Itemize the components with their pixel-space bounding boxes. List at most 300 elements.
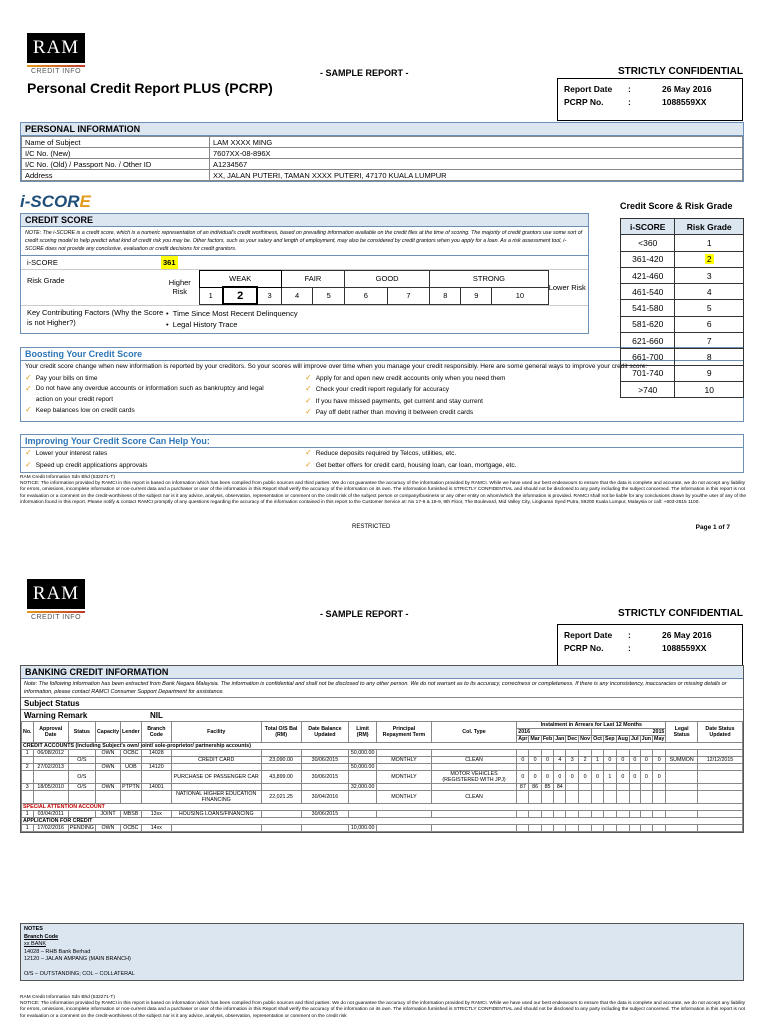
bank-heading: xx BANK <box>24 941 47 947</box>
column-header: Status <box>68 722 95 743</box>
table-cell <box>171 764 261 771</box>
table-cell: 0 <box>517 757 529 764</box>
iscore-value: 361 <box>163 258 176 267</box>
logo-subtitle: CREDIT INFO <box>30 614 82 621</box>
table-cell: PURCHASE OF PASSENGER CAR <box>171 771 261 784</box>
field-label: I/C No. (New) <box>22 148 210 159</box>
grade-cell: 9 <box>461 287 492 304</box>
grade-cell: 8 <box>430 287 461 304</box>
score-range: 581-620 <box>621 316 675 332</box>
table-cell <box>566 825 579 832</box>
table-cell <box>640 764 652 771</box>
table-cell: PTPTN <box>122 784 140 790</box>
table-row <box>22 791 743 804</box>
table-row <box>621 365 744 381</box>
table-cell: CLEAN <box>431 757 516 764</box>
table-cell <box>541 764 553 771</box>
table-cell: 0 <box>592 771 604 784</box>
table-cell <box>95 757 120 764</box>
report-page-2 <box>0 565 768 1024</box>
notes-section <box>20 923 744 981</box>
table-cell: OWN <box>95 825 120 832</box>
table-cell: 86 <box>529 784 541 791</box>
table-cell <box>121 757 142 764</box>
table-cell <box>377 764 432 771</box>
tip-item <box>305 448 516 460</box>
table-cell: 0 <box>554 771 566 784</box>
table-cell <box>697 784 742 791</box>
table-row <box>621 235 744 251</box>
field-label: Address <box>22 170 210 181</box>
section-row <box>22 804 743 811</box>
table-cell <box>579 784 592 791</box>
table-cell: 0 <box>541 771 553 784</box>
field-value: XX, JALAN PUTERI, TAMAN XXXX PUTERI, 47170 KUALA LUMPUR <box>210 170 743 181</box>
grade-cell: 6 <box>344 287 387 304</box>
table-cell: 1 <box>22 750 34 757</box>
table-cell <box>22 771 34 784</box>
field-label: Name of Subject <box>22 137 210 148</box>
table-row <box>22 784 743 791</box>
table-cell: 0 <box>616 757 629 764</box>
table-cell: 18/05/2010 <box>33 784 68 791</box>
check-icon: ✓ <box>25 405 32 414</box>
column-header: Approval Date <box>33 722 68 743</box>
table-cell <box>121 791 142 804</box>
table-row <box>621 316 744 332</box>
table-cell <box>517 764 529 771</box>
table-cell <box>349 757 377 764</box>
table-cell <box>554 811 566 818</box>
table-cell <box>121 771 142 784</box>
risk-grade: 1 <box>675 235 744 251</box>
check-icon: ✓ <box>305 459 312 469</box>
check-icon: ✓ <box>25 372 32 382</box>
factor-item: • Time Since Most Recent Delinquency <box>166 309 298 318</box>
table-row <box>621 267 744 283</box>
table-cell <box>616 811 629 818</box>
tip-text: Keep balances low on credit cards <box>35 407 135 414</box>
table-cell <box>653 811 666 818</box>
column-header: Principal Repayment Term <box>377 722 432 743</box>
page-title: Personal Credit Report PLUS (PCRP) <box>27 80 273 96</box>
report-date: 26 May 2016 <box>662 84 712 94</box>
table-row <box>22 771 743 784</box>
table-cell <box>554 825 566 832</box>
table-cell <box>666 791 698 804</box>
risk-grade: 4 <box>675 284 744 300</box>
factors-label: Key Contributing Factors (Why the Score is not Higher?) <box>27 308 164 327</box>
check-icon: ✓ <box>25 459 32 469</box>
tip-item <box>25 405 305 417</box>
table-cell <box>141 771 171 784</box>
table-cell <box>95 771 120 784</box>
table-cell <box>431 811 516 818</box>
table-cell: 03/04/2011 <box>33 811 68 818</box>
table-cell: 14120 <box>141 764 171 771</box>
table-cell: 1 <box>603 771 616 784</box>
boost-heading: Boosting Your Credit Score <box>21 348 743 361</box>
table-cell <box>377 811 432 818</box>
table-cell <box>517 791 529 804</box>
section-label: CREDIT ACCOUNTS (Including Subject's own/ joint/ sole-proprietor/ partnership accounts) <box>22 743 743 750</box>
grade-cell: 10 <box>492 287 548 304</box>
table-cell <box>616 791 629 804</box>
table-cell: SUMMON <box>666 757 698 764</box>
table-cell: 0 <box>603 757 616 764</box>
table-cell: O/S <box>68 784 95 791</box>
table-cell: OCBC <box>121 750 142 757</box>
table-row <box>621 251 744 267</box>
table-cell: OWN <box>95 764 120 771</box>
table-cell: OCBC <box>121 825 142 832</box>
tip-item <box>305 384 505 396</box>
table-cell <box>22 791 34 804</box>
table-cell <box>68 811 95 818</box>
iscore-brand <box>20 192 91 212</box>
year-header: 2016 <box>517 729 592 736</box>
column-header: Legal Status <box>666 722 698 743</box>
table-cell: 0 <box>566 771 579 784</box>
tip-item <box>25 384 305 405</box>
risk-grade: 6 <box>675 316 744 332</box>
personal-info-heading: PERSONAL INFORMATION <box>21 123 743 136</box>
table-cell <box>653 784 666 791</box>
table-cell <box>666 771 698 784</box>
table-cell: 84 <box>554 784 566 791</box>
table-cell: 85 <box>541 784 553 791</box>
table-cell <box>666 750 698 757</box>
table-cell <box>592 764 604 771</box>
table-row <box>621 333 744 349</box>
table-cell: 0 <box>640 757 652 764</box>
company-line: RAM Credit Information Sdn Bhd (532271-T) <box>20 995 115 1000</box>
table-cell <box>603 811 616 818</box>
notes-heading: NOTES <box>24 926 43 932</box>
table-cell <box>666 811 698 818</box>
grade-cell: 5 <box>313 287 345 304</box>
tip-text: Pay your bills on time <box>35 374 98 382</box>
table-cell: 14028 <box>141 750 171 757</box>
check-icon: ✓ <box>305 384 312 393</box>
improve-tips <box>21 448 743 472</box>
table-cell: 1 <box>592 757 604 764</box>
factor-item: • Legal History Trace <box>166 320 238 329</box>
field-value: A1234567 <box>210 159 743 170</box>
table-cell <box>579 750 592 757</box>
report-date: 26 May 2016 <box>662 630 712 640</box>
band-weak: WEAK <box>199 271 281 288</box>
table-cell: O/S <box>68 757 95 764</box>
table-cell: NATIONAL HIGHER EDUCATION FINANCING <box>171 791 261 804</box>
table-cell: MONTHLY <box>377 791 432 804</box>
table-cell <box>517 825 529 832</box>
table-cell <box>431 750 516 757</box>
check-icon: ✓ <box>305 395 312 405</box>
banking-table <box>21 721 743 832</box>
table-cell <box>261 825 301 832</box>
ram-logo <box>27 33 85 75</box>
table-cell: 50,000.00 <box>349 764 377 771</box>
table-cell: CLEAN <box>431 791 516 804</box>
table-cell: 2 <box>579 757 592 764</box>
colon: : <box>628 630 631 640</box>
table-cell: OWN <box>95 784 120 791</box>
table-cell <box>261 764 301 771</box>
table-cell: OWN <box>95 750 120 757</box>
table-cell: O/S <box>68 771 95 784</box>
table-cell <box>616 750 629 757</box>
tip-item <box>25 448 305 460</box>
tip-item <box>305 373 505 385</box>
table-cell <box>431 784 516 791</box>
grade-cell-selected: 2 <box>223 287 257 304</box>
table-cell: 0 <box>517 771 529 784</box>
tip-item <box>25 373 305 385</box>
subject-status: Subject Status <box>21 697 743 709</box>
logo-underline <box>27 65 85 67</box>
score-range: 661-700 <box>621 349 675 365</box>
table-cell <box>592 784 604 791</box>
table-cell: UOB <box>121 764 142 771</box>
table-cell: PENDING <box>69 825 94 831</box>
table-cell <box>22 757 34 764</box>
table-cell <box>603 750 616 757</box>
column-header: Date Status Updated <box>697 722 742 743</box>
section-label: APPLICATION FOR CREDIT <box>22 818 743 825</box>
column-header: i-SCORE <box>621 219 675 235</box>
table-cell: 0 <box>629 771 640 784</box>
table-cell <box>603 825 616 832</box>
table-cell <box>171 750 261 757</box>
score-range: 621-660 <box>621 333 675 349</box>
table-cell <box>640 791 652 804</box>
table-cell <box>141 791 171 804</box>
table-cell <box>629 811 640 818</box>
tip-text: Get better offers for credit card, housing loan, car loan, mortgage, etc. <box>315 461 517 469</box>
table-cell <box>431 825 516 832</box>
year-header: 2015 <box>592 729 666 736</box>
banking-note: Note: The following information has been extracted from Bank Negara Malaysia. The information is confidential and shall not be disclosed to any other person. We do not warrant as to its accuracy, correctness or completeness. If there is any inconsistency, inaccuracies or missing details or information, please contact RAMCI Consumer Support Department for assistance. <box>24 681 727 695</box>
table-cell <box>640 811 652 818</box>
table-cell <box>554 750 566 757</box>
grade-cell: 1 <box>199 287 223 304</box>
table-cell <box>377 825 432 832</box>
table-cell <box>653 825 666 832</box>
table-cell: 0 <box>529 771 541 784</box>
month-header: Dec <box>567 736 578 742</box>
check-icon: ✓ <box>305 372 312 382</box>
branch-code-heading: Branch Code <box>24 933 59 940</box>
note-legend: O/S – OUTSTANDING; COL – COLLATERAL <box>24 970 135 977</box>
score-range: 361-420 <box>621 251 675 267</box>
risk-grade: 5 <box>675 300 744 316</box>
section-row <box>22 818 743 825</box>
improve-heading: Improving Your Credit Score Can Help You: <box>21 435 743 448</box>
table-cell <box>640 784 652 791</box>
table-cell: 0 <box>579 771 592 784</box>
risk-grade-highlighted: 2 <box>706 254 712 265</box>
report-info-box <box>557 78 743 121</box>
risk-grade: 7 <box>675 333 744 349</box>
table-row <box>621 381 744 397</box>
field-value: LAM XXXX MING <box>210 137 743 148</box>
confidential-label: STRICTLY CONFIDENTIAL <box>617 608 743 619</box>
tip-item <box>305 396 505 408</box>
logo-text: RAM <box>27 579 85 609</box>
table-row <box>621 284 744 300</box>
table-cell: 13xx <box>141 811 171 818</box>
risk-grade: 10 <box>675 381 744 397</box>
table-cell <box>349 771 377 784</box>
table-cell: 30/06/2015 <box>301 757 348 764</box>
table-cell <box>579 791 592 804</box>
table-row <box>22 811 743 818</box>
table-row <box>621 300 744 316</box>
check-icon: ✓ <box>25 384 32 393</box>
table-cell <box>261 784 301 791</box>
month-header: Jul <box>630 736 639 742</box>
field-value: 7607XX-08-896X <box>210 148 743 159</box>
column-header: Risk Grade <box>675 219 744 235</box>
table-cell <box>566 811 579 818</box>
table-cell: JOINT <box>95 811 120 818</box>
higher-risk-label: Higher Risk <box>168 278 191 297</box>
column-header: Total O/S Bal (RM) <box>261 722 301 743</box>
table-cell <box>592 825 604 832</box>
confidential-label: STRICTLY CONFIDENTIAL <box>617 66 743 77</box>
legal-notice <box>20 475 748 506</box>
risk-grade-table <box>620 218 744 398</box>
pcrp-label: PCRP No. <box>564 97 604 107</box>
table-cell <box>653 764 666 771</box>
table-cell <box>566 784 579 791</box>
warning-label: Warning Remark <box>24 711 88 720</box>
credit-score-note: NOTE: The i-SCORE is a credit score, which is a numeric representation of an individual's credit worthiness, based on prevailing information available on the credit files at the time of scoring. The majority of credit grantors use some sort of credit scoring model to help predict what kind of credit risk you may be. Other factors, such as your salary and length of employment, may also be considered by credit grantors when you apply for a loan. As a risk assessment tool, i-SCORE does not provide any conclusive, evaluation or credit decisions for credit grantors. <box>21 227 588 256</box>
iscore-brand-prefix: i-SCOR <box>20 192 80 211</box>
table-row <box>22 764 743 771</box>
table-cell: 2 <box>22 764 34 771</box>
notice-text: NOTICE: The information provided by RAMCI in this report is based on information which has been compiled from public sources and third parties. We do not guarantee the accuracy of the information provided by RAMCI. While we have used our best endeavours to ensure that the data is complete and accurate, we do not accept any liability for errors, omissions, incomplete information or non-current data and a purchaser or user of the information in this Report shall verify the accuracy of the information on its own. The information furnished is STRICTLY CONFIDENTIAL and should not be disclosed to any party including the subject concerned. The information in this report is not for evaluation or a comment on the credit-worthiness of the subject nor is it any advice, analysis, observation, representation or comment on the credit risk <box>20 1001 746 1019</box>
table-cell <box>616 784 629 791</box>
check-icon: ✓ <box>305 407 312 416</box>
table-cell: 0 <box>541 757 553 764</box>
month-header: Nov <box>580 736 591 742</box>
sample-label: - SAMPLE REPORT - <box>320 68 409 78</box>
report-date-label: Report Date <box>564 84 613 94</box>
table-cell: 06/08/2012 <box>33 750 68 757</box>
table-cell <box>629 764 640 771</box>
table-cell: 12/12/2015 <box>697 757 742 764</box>
page-number: Page 1 of 7 <box>695 524 730 531</box>
column-header: Facility <box>171 722 261 743</box>
table-cell: 0 <box>653 757 666 764</box>
table-cell: MOTOR VEHICLES (REGISTERED WITH JPJ) <box>431 771 516 784</box>
table-cell <box>653 750 666 757</box>
table-cell <box>171 825 261 832</box>
month-header: Sep <box>604 736 615 742</box>
table-cell: 43,899.00 <box>261 771 301 784</box>
table-cell <box>261 811 301 818</box>
table-cell <box>301 764 348 771</box>
column-header: Col. Type <box>431 722 516 743</box>
personal-information-section <box>20 122 744 182</box>
score-range: 701-740 <box>621 365 675 381</box>
table-cell <box>629 825 640 832</box>
column-header: Lender <box>121 722 142 743</box>
month-header: Aug <box>617 736 628 742</box>
table-cell <box>377 750 432 757</box>
legal-notice <box>20 995 748 1020</box>
table-cell <box>629 784 640 791</box>
score-range: <360 <box>621 235 675 251</box>
table-cell: 14001 <box>141 784 171 791</box>
table-cell <box>566 764 579 771</box>
table-cell <box>629 750 640 757</box>
table-row <box>22 170 743 181</box>
tip-item <box>305 460 516 472</box>
table-cell <box>431 764 516 771</box>
table-cell <box>33 791 68 804</box>
table-cell <box>554 791 566 804</box>
table-cell <box>592 750 604 757</box>
table-cell: 0 <box>529 757 541 764</box>
table-cell: HOUSING LOANS/FINANCING <box>171 811 261 818</box>
month-header: Feb <box>542 736 553 742</box>
check-icon: ✓ <box>305 448 312 457</box>
table-cell <box>301 784 348 791</box>
table-cell: 10,000.00 <box>349 825 377 832</box>
table-cell: MONTHLY <box>377 771 432 784</box>
month-header: Apr <box>518 736 528 742</box>
table-cell <box>517 811 529 818</box>
table-row <box>22 757 743 764</box>
table-cell <box>603 791 616 804</box>
band-fair: FAIR <box>281 271 344 288</box>
table-cell <box>529 791 541 804</box>
score-range: 461-540 <box>621 284 675 300</box>
grade-cell: 3 <box>257 287 281 304</box>
table-cell <box>579 764 592 771</box>
table-cell: 30/04/2016 <box>301 791 348 804</box>
table-cell <box>541 811 553 818</box>
table-cell <box>653 791 666 804</box>
table-cell <box>68 750 95 757</box>
tip-text: Check your credit report regularly for accuracy <box>315 386 450 393</box>
check-icon: ✓ <box>25 448 32 457</box>
band-good: GOOD <box>344 271 429 288</box>
month-header: Jun <box>641 736 652 742</box>
table-cell <box>377 784 432 791</box>
company-line: RAM Credit Information Sdn Bhd (532271-T) <box>20 475 115 480</box>
month-header: Mar <box>530 736 540 742</box>
table-cell <box>640 825 652 832</box>
credit-score-heading: CREDIT SCORE <box>21 214 588 227</box>
month-header: May <box>654 736 665 742</box>
table-cell <box>541 825 553 832</box>
table-cell <box>697 791 742 804</box>
table-cell <box>697 811 742 818</box>
month-header: Jan <box>555 736 565 742</box>
table-cell: 3 <box>566 757 579 764</box>
tip-item <box>305 407 505 419</box>
month-header: Oct <box>593 736 602 742</box>
table-row <box>22 137 743 148</box>
field-label: I/C No. (Old) / Passport No. / Other ID <box>22 159 210 170</box>
table-cell: 0 <box>640 771 652 784</box>
table-cell <box>603 784 616 791</box>
table-cell: 23,090.00 <box>261 757 301 764</box>
